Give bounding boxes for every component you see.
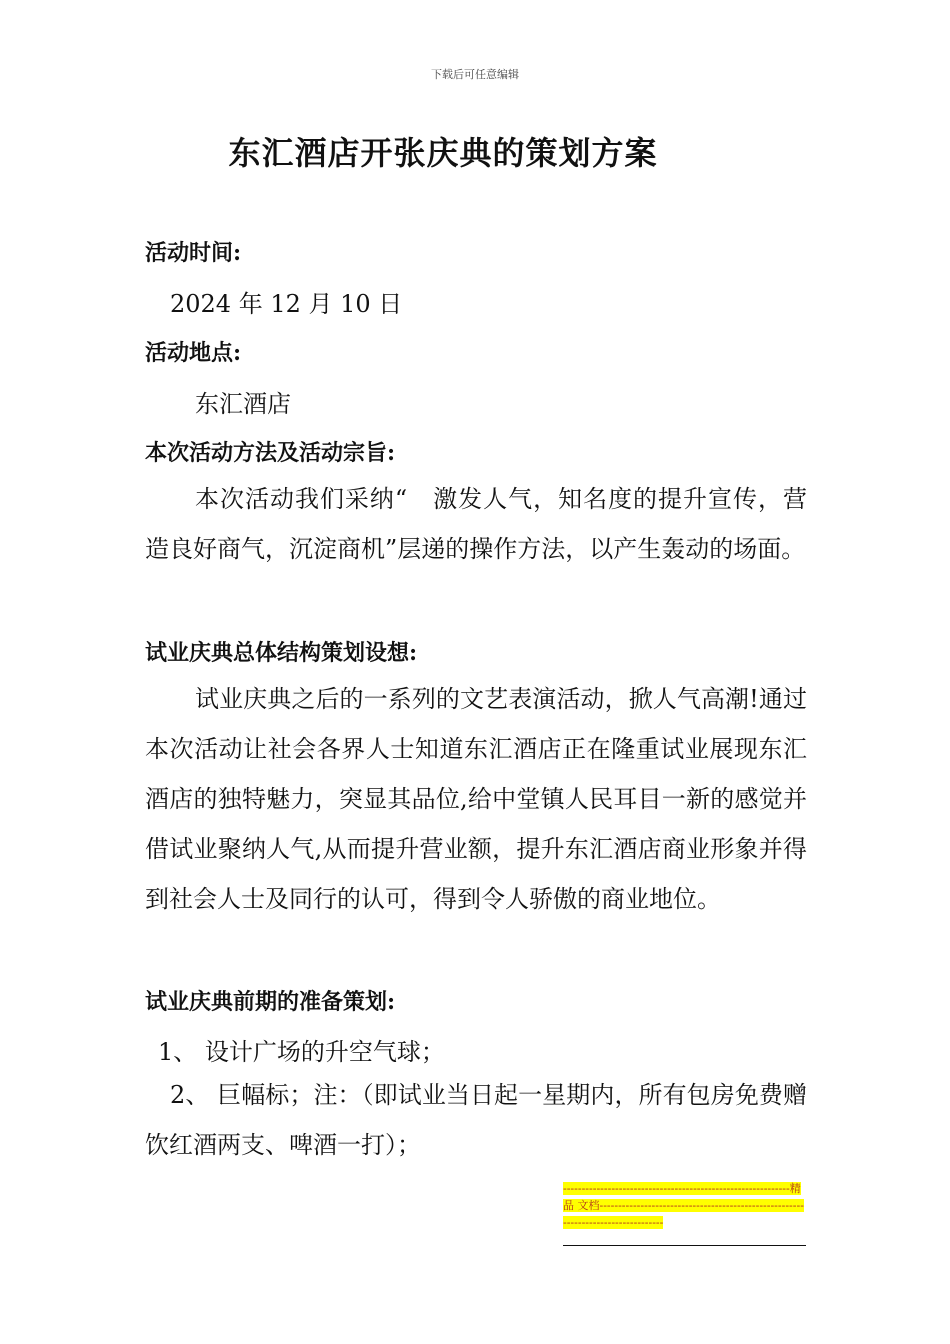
prep-item-2: 2、 巨幅标；注：（即试业当日起一星期内，所有包房免费赠饮红酒两支、啤酒一打）；: [145, 1081, 807, 1159]
method-paragraph: 本次活动我们采纳“ 激发人气，知名度的提升宣传，营造良好商气，沉淀商机”层递的操作方法，以产生轰动的场面。: [145, 485, 807, 563]
footer-rule: [563, 1245, 806, 1246]
prep-heading: 试业庆典前期的准备策划:: [145, 989, 396, 1015]
document-title: 东汇酒店开张庆典的策划方案: [228, 134, 658, 172]
structure-heading: 试业庆典总体结构策划设想:: [145, 640, 418, 666]
footer-watermark: [563, 1180, 806, 1231]
header-note: 下载后可任意编辑: [431, 68, 519, 81]
prep-item-1: 1、 设计广场的升空气球；: [158, 1038, 445, 1066]
time-value: 2024 年 12 月 10 日: [170, 290, 403, 318]
place-heading: 活动地点:: [145, 340, 242, 366]
time-heading: 活动时间:: [145, 240, 242, 266]
method-heading: 本次活动方法及活动宗旨:: [145, 440, 396, 466]
structure-paragraph: 试业庆典之后的一系列的文艺表演活动，掀人气高潮!通过本次活动让社会各界人士知道东汇酒店正在隆重试业展现东汇酒店的独特魅力，突显其品位,给中堂镇人民耳目一新的感觉并借试业聚纳人气,从而提升营业额，提升东汇酒店商业形象并得到社会人士及同行的认可，得到令人骄傲的商业地位。: [145, 685, 807, 913]
footer-text: -------------------------------------------------------------精品 文档----------------------------------------------------------------------------------: [563, 1182, 804, 1229]
place-value: 东汇酒店: [195, 390, 291, 418]
